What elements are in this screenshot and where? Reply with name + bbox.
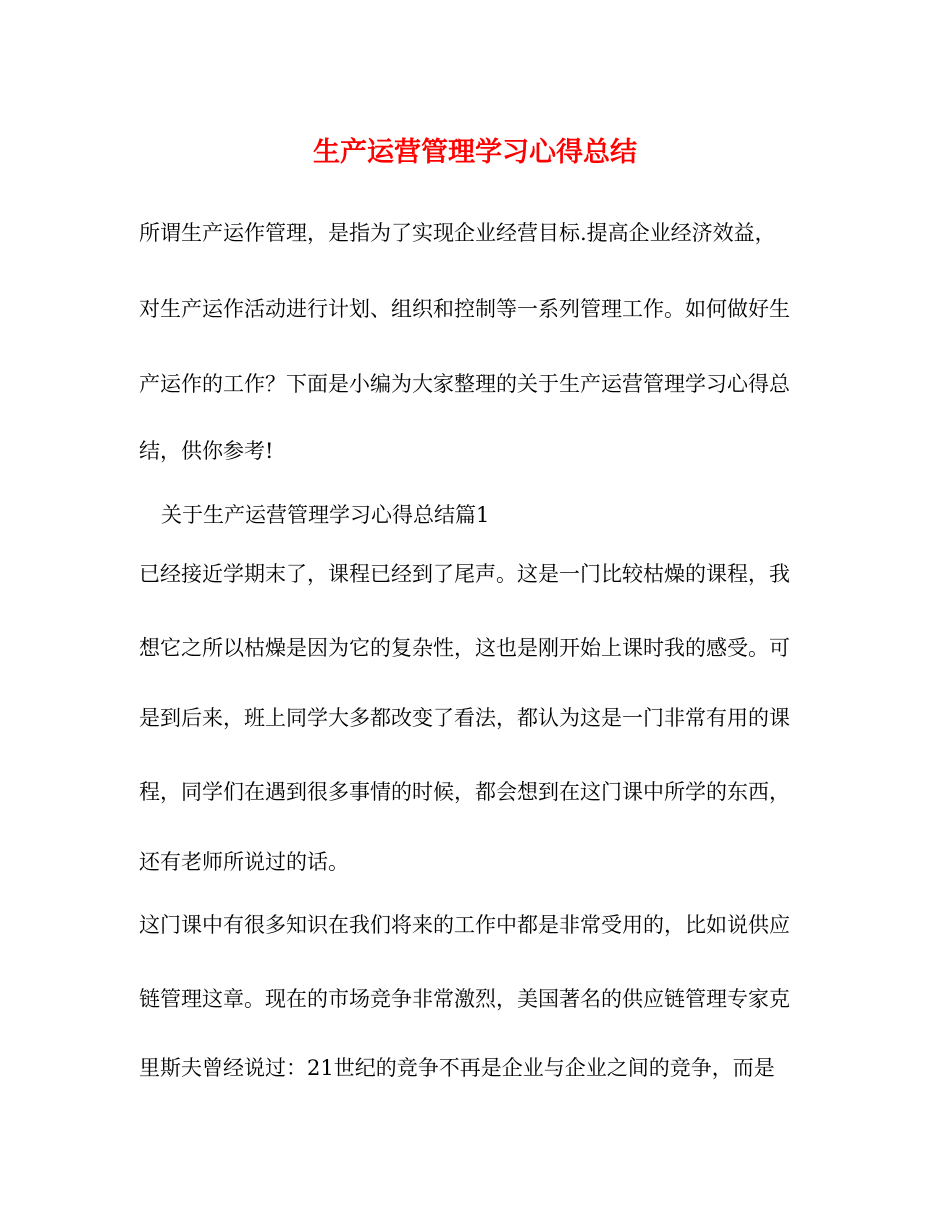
paragraph-line: 是到后来，班上同学大多都改变了看法，都认为这是一门非常有用的课 bbox=[139, 706, 790, 730]
paragraph-line: 里斯夫曾经说过：21世纪的竞争不再是企业与企业之间的竞争，而是 bbox=[139, 1056, 775, 1080]
paragraph-line: 这门课中有很多知识在我们将来的工作中都是非常受用的，比如说供应 bbox=[139, 913, 790, 937]
paragraph-line: 产运作的工作？下面是小编为大家整理的关于生产运营管理学习心得总 bbox=[139, 372, 790, 396]
paragraph-line: 结，供你参考! bbox=[139, 439, 274, 463]
paragraph-line: 已经接近学期末了，课程已经到了尾声。这是一门比较枯燥的课程，我 bbox=[139, 562, 790, 586]
paragraph-line: 还有老师所说过的话。 bbox=[139, 850, 349, 874]
document-title: 生产运营管理学习心得总结 bbox=[313, 137, 637, 168]
paragraph-line: 想它之所以枯燥是因为它的复杂性，这也是刚开始上课时我的感受。可 bbox=[139, 636, 790, 660]
paragraph-line: 对生产运作活动进行计划、组织和控制等一系列管理工作。如何做好生 bbox=[139, 297, 790, 321]
section-heading: 关于生产运营管理学习心得总结篇1 bbox=[161, 503, 490, 527]
paragraph-line: 所谓生产运作管理，是指为了实现企业经营目标.提高企业经济效益， bbox=[139, 221, 776, 245]
paragraph-line: 程，同学们在遇到很多事情的时候，都会想到在这门课中所学的东西， bbox=[139, 780, 790, 804]
paragraph-line: 链管理这章。现在的市场竞争非常激烈，美国著名的供应链管理专家克 bbox=[139, 987, 790, 1011]
